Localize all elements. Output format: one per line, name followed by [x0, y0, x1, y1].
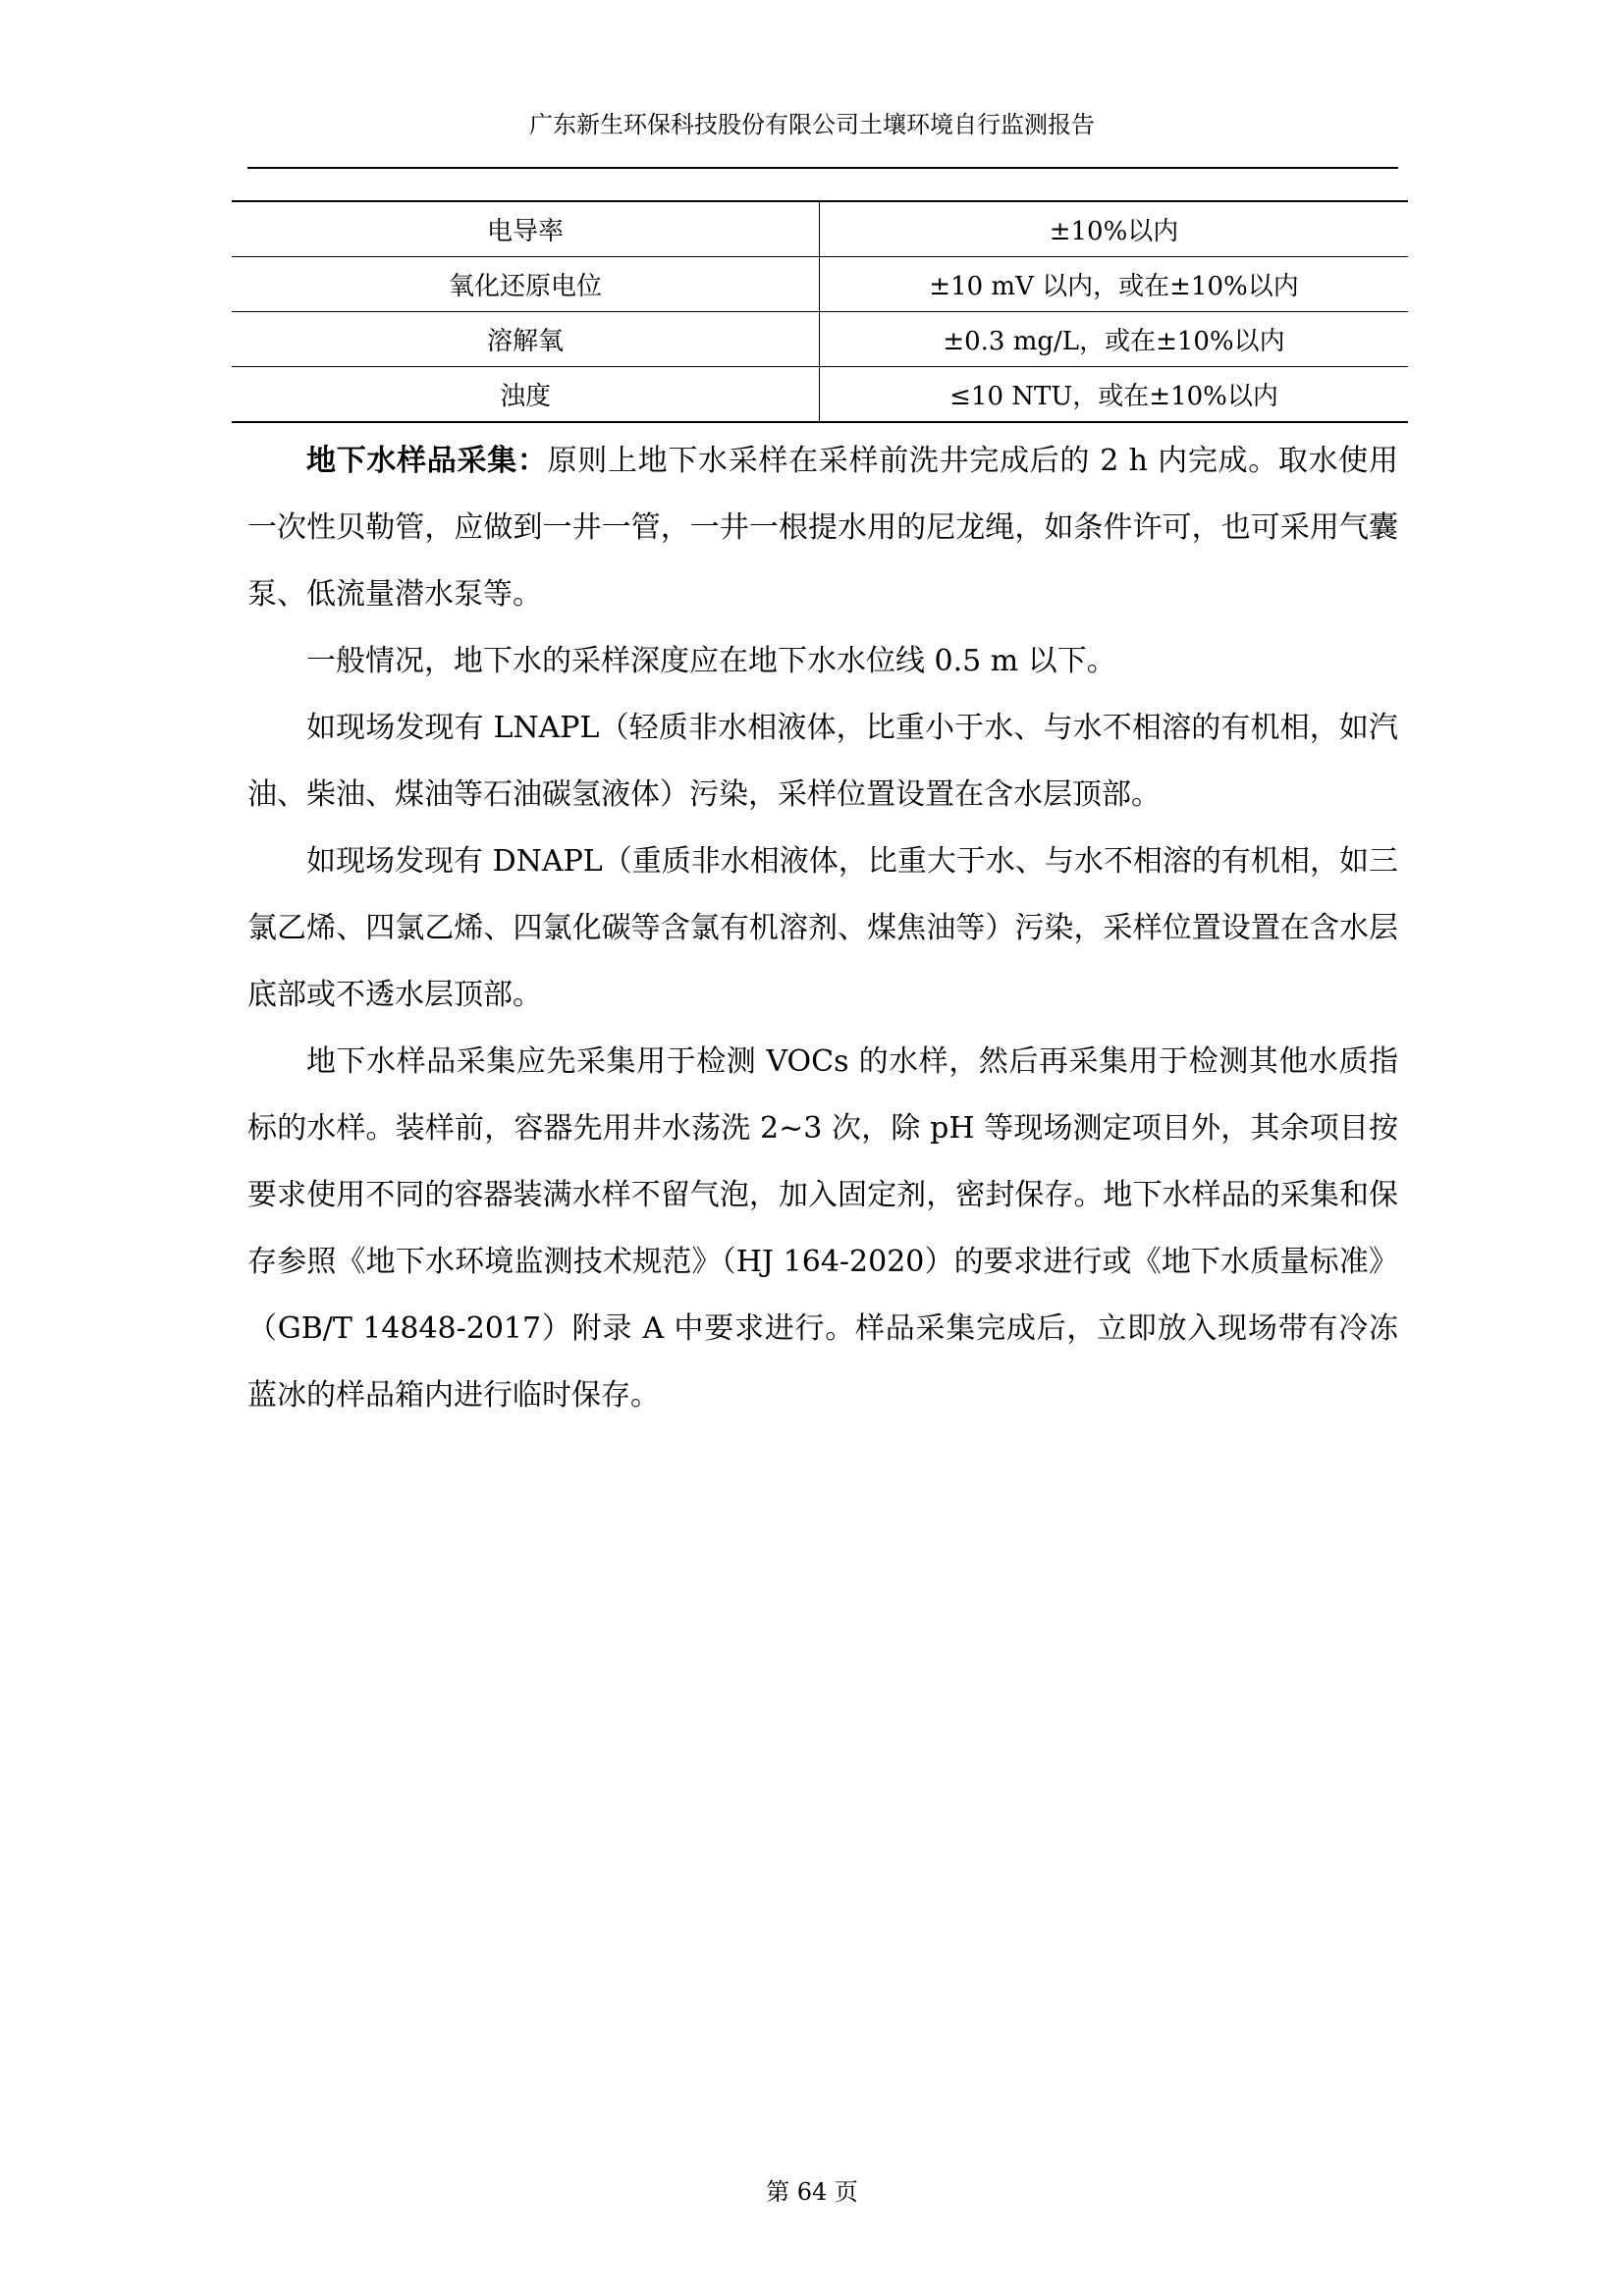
criterion-cell: ±0.3 mg/L，或在±10%以内: [820, 312, 1409, 367]
paragraph-procedure: 地下水样品采集应先采集用于检测 VOCs 的水样，然后再采集用于检测其他水质指标的水样。装样前，容器先用井水荡洗 2~3 次，除 pH 等现场测定项目外，其余项目按要求使用不同的容器装满水样不留气泡，加入固定剂，密封保存。地下水样品的采集和保存参照《地下水环境监测技术规范》（HJ 164-2020）的要求进行或《地下水质量标准》（GB/T 14848-2017）附录 A 中要求进行。样品采集完成后，立即放入现场带有冷冻蓝冰的样品箱内进行临时保存。: [247, 1044, 1398, 1413]
table-row: [232, 367, 1408, 423]
param-cell: 氧化还原电位: [232, 257, 820, 312]
page-header: 广东新生环保科技股份有限公司土壤环境自行监测报告: [529, 111, 1095, 138]
table-row: [232, 257, 1408, 312]
param-cell: 浊度: [232, 367, 820, 423]
criterion-cell: ≤10 NTU，或在±10%以内: [820, 367, 1409, 423]
param-cell: 溶解氧: [232, 312, 820, 367]
table-row: [232, 312, 1408, 367]
paragraph-dnapl: 如现场发现有 DNAPL（重质非水相液体，比重大于水、与水不相溶的有机相，如三氯乙烯、四氯乙烯、四氯化碳等含氯有机溶剂、煤焦油等）污染，采样位置设置在含水层底部或不透水层顶部。: [247, 844, 1398, 1012]
paragraph-sampling: [247, 428, 1398, 628]
header-rule: [247, 167, 1398, 169]
table-row: [232, 201, 1408, 257]
body-text: [247, 428, 1398, 1429]
paragraph-lnapl: 如现场发现有 LNAPL（轻质非水相液体，比重小于水、与水不相溶的有机相，如汽油、柴油、煤油等石油碳氢液体）污染，采样位置设置在含水层顶部。: [247, 711, 1398, 812]
paragraph-lead: 地下水样品采集：: [306, 444, 548, 478]
parameter-table: [232, 200, 1408, 423]
criterion-cell: ±10 mV 以内，或在±10%以内: [820, 257, 1409, 312]
param-cell: 电导率: [232, 201, 820, 257]
page-number: 第 64 页: [766, 2178, 858, 2206]
paragraph-depth: 一般情况，地下水的采样深度应在地下水水位线 0.5 m 以下。: [306, 644, 1116, 678]
criterion-cell: ±10%以内: [820, 201, 1409, 257]
paragraph-text: 原则上地下水采样在采样前洗井完成后的 2 h 内完成。取水使用一次性贝勒管，应做到一井一管，一井一根提水用的尼龙绳，如条件许可，也可采用气囊泵、低流量潜水泵等。: [247, 444, 1398, 612]
